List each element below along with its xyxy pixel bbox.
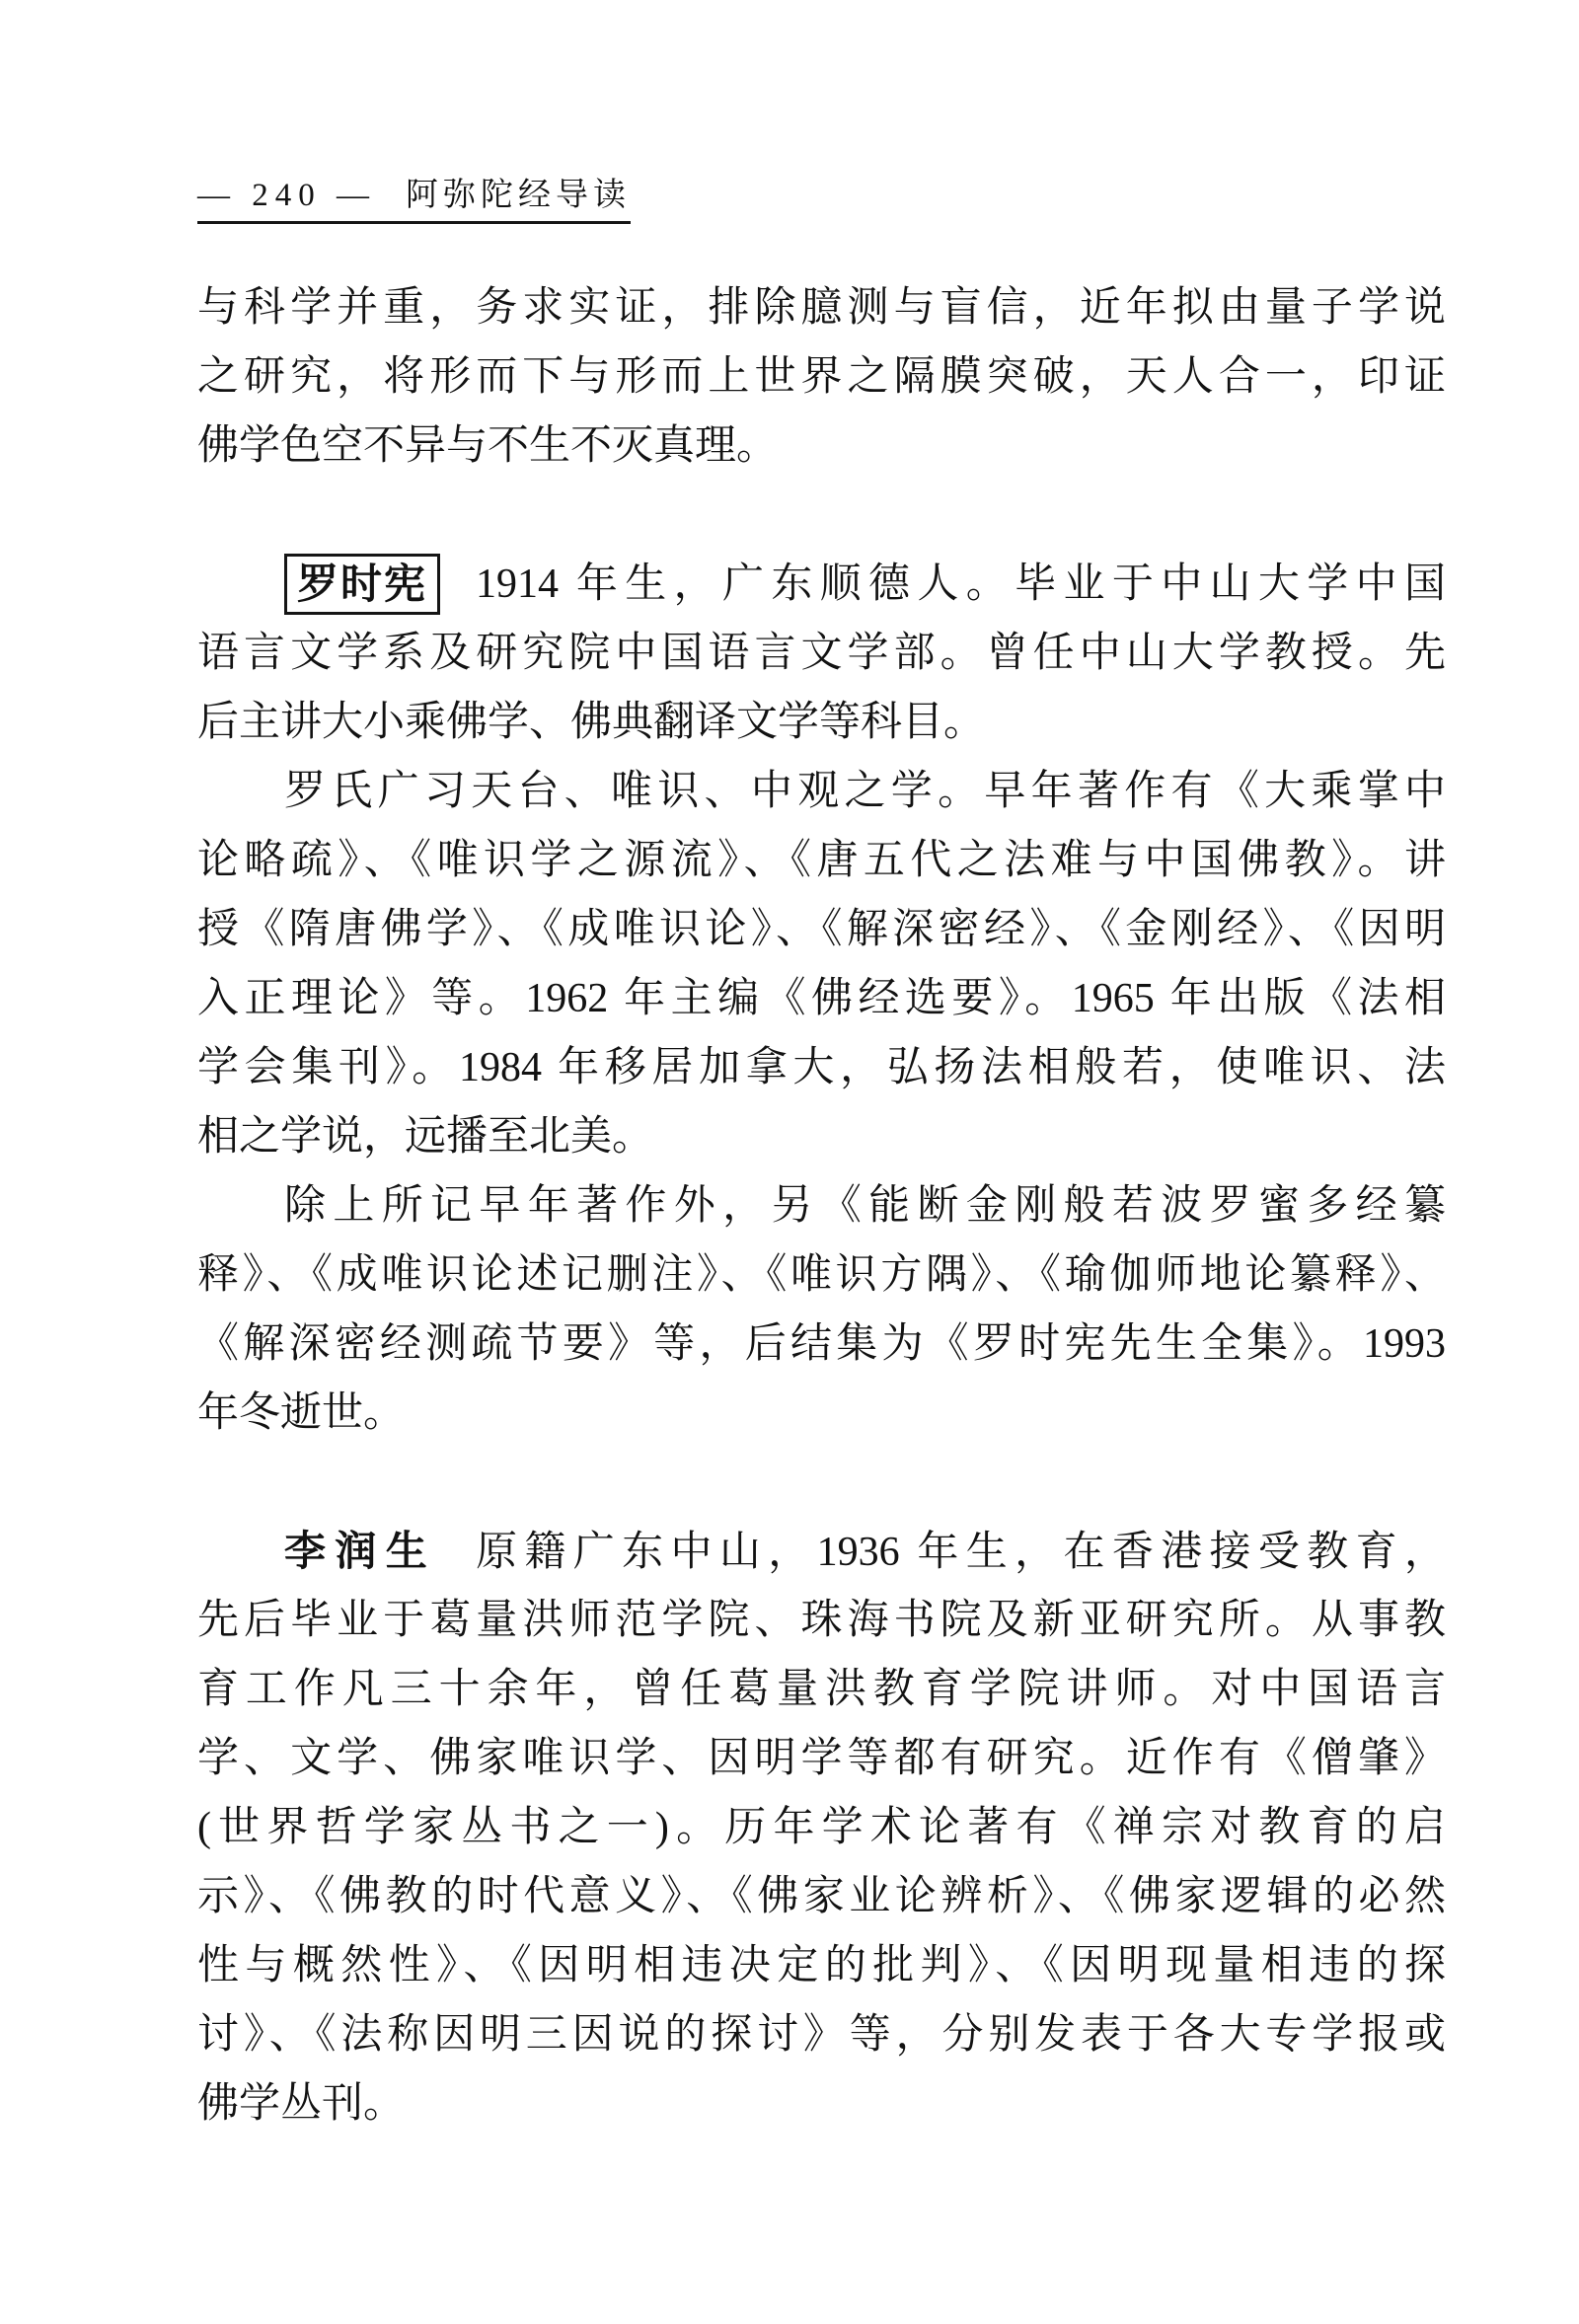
text-line: 语言文学系及研究院中国语言文学部。曾任中山大学教授。先 — [197, 631, 1446, 676]
text-line: 相之学说，远播至北美。 — [197, 1114, 654, 1160]
text-segment: 1914 年生，广东顺德人。毕业于中山大学中国 — [476, 562, 1446, 607]
bio-heading-line — [197, 550, 1446, 619]
text-line: 先后毕业于葛量洪师范学院、珠海书院及新亚研究所。从事教 — [197, 1598, 1446, 1643]
text-line: 论略疏》、《唯识学之源流》、《唐五代之法难与中国佛教》。讲 — [197, 838, 1446, 883]
book-title: 阿弥陀经导读 — [406, 178, 631, 213]
text-line: 后主讲大小乘佛学、佛典翻译文学等科目。 — [197, 700, 986, 745]
text-line: 入正理论》等。1962 年主编《佛经选要》。1965 年出版《法相 — [197, 976, 1446, 1021]
text-line: 讨》、《法称因明三因说的探讨》等，分别发表于各大专学报或 — [197, 2012, 1446, 2058]
text-line: 示》、《佛教的时代意义》、《佛家业论辨析》、《佛家逻辑的必然 — [197, 1874, 1446, 1919]
text-line: 罗氏广习天台、唯识、中观之学。早年著作有《大乘掌中 — [284, 769, 1446, 814]
running-head — [197, 176, 631, 224]
text-line: 除上所记早年著作外，另《能断金刚般若波罗蜜多经纂 — [284, 1183, 1446, 1229]
text-line: 育工作凡三十余年，曾任葛量洪教育学院讲师。对中国语言 — [197, 1667, 1446, 1712]
text-line: 之研究，将形而下与形而上世界之隔膜突破，天人合一，印证 — [197, 354, 1446, 400]
text-line: 性与概然性》、《因明相违决定的批判》、《因明现量相违的探 — [197, 1943, 1446, 1988]
text-line: 佛学色空不异与不生不灭真理。 — [197, 423, 779, 469]
page-number: — 240 — — [197, 178, 376, 213]
text-line: 授《隋唐佛学》、《成唯识论》、《解深密经》、《金刚经》、《因明 — [197, 907, 1446, 952]
text-segment: 原籍广东中山，1936 年生，在香港接受教育， — [476, 1530, 1446, 1575]
text-line: 佛学丛刊。 — [197, 2081, 406, 2127]
text-line: 年冬逝世。 — [197, 1390, 406, 1436]
text-line: 学、文学、佛家唯识学、因明学等都有研究。近作有《僧肇》 — [197, 1736, 1446, 1781]
text-line: (世界哲学家丛书之一)。历年学术论著有《禅宗对教育的启 — [197, 1805, 1446, 1850]
section-gap — [197, 1448, 1446, 1517]
text-line: 释》、《成唯识论述记删注》、《唯识方隅》、《瑜伽师地论纂释》、 — [197, 1252, 1446, 1298]
section-gap — [197, 481, 1446, 550]
text-line: 《解深密经测疏节要》等，后结集为《罗时宪先生全集》。1993 — [197, 1321, 1446, 1367]
text-line: 与科学并重，务求实证，排除臆测与盲信，近年拟由量子学说 — [197, 285, 1446, 331]
page-body — [197, 273, 1446, 2138]
text-line: 学会集刊》。1984 年移居加拿大，弘扬法相般若，使唯识、法 — [197, 1045, 1446, 1090]
person-name-luo-shixian: 罗时宪 — [284, 554, 440, 615]
bio-heading-line — [197, 1517, 1446, 1586]
person-name-li-runsheng: 李润生 — [284, 1528, 437, 1574]
